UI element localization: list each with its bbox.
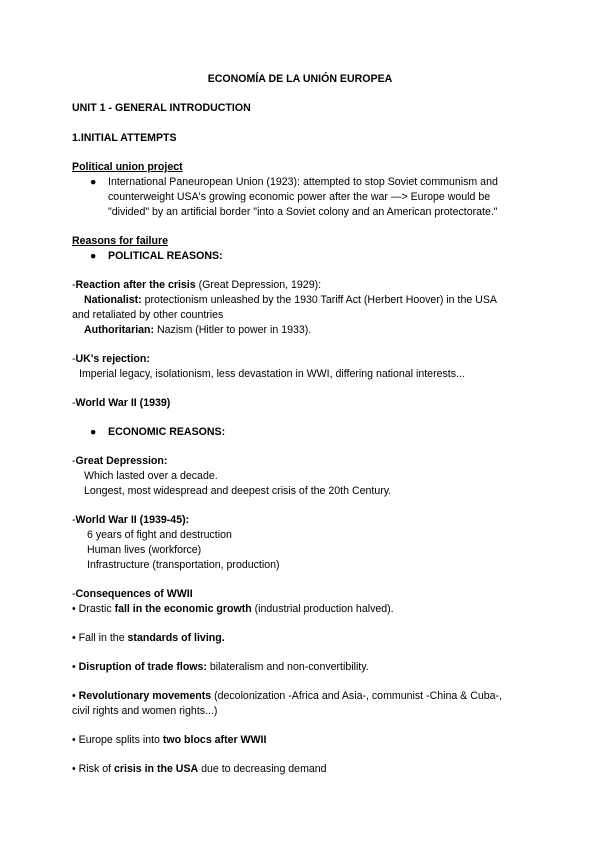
dash: -	[72, 455, 76, 467]
consequence-3-prefix: •	[72, 661, 79, 673]
political-reasons-heading: POLITICAL REASONS:	[108, 250, 223, 262]
dash: -	[72, 514, 76, 526]
unit-heading: UNIT 1 - GENERAL INTRODUCTION	[72, 102, 251, 114]
consequence-1	[72, 602, 394, 617]
consequence-4-prefix: •	[72, 690, 79, 702]
consequences-line	[72, 587, 193, 602]
consequence-3-suffix: bilateralism and non-convertibility.	[206, 661, 369, 673]
depression-label: Great Depression:	[75, 455, 168, 467]
authoritarian-line	[84, 323, 311, 338]
crisis-line	[72, 278, 321, 293]
bullet-marker: ●	[90, 426, 97, 438]
consequence-6-suffix: due to decreasing demand	[198, 763, 327, 775]
ww2-political-label: World War II (1939)	[75, 397, 171, 409]
dash: -	[72, 588, 76, 600]
consequence-4	[72, 689, 502, 704]
uk-line	[72, 352, 150, 367]
consequence-2-bold: standards of living.	[127, 632, 225, 644]
consequence-6-bold: crisis in the USA	[113, 763, 199, 775]
document-title: ECONOMÍA DE LA UNIÓN EUROPEA	[207, 73, 393, 85]
consequence-1-suffix: (industrial production halved).	[251, 603, 394, 615]
consequence-4-continuation: civil rights and women rights...)	[72, 705, 218, 717]
consequence-5-prefix: • Europe splits into	[72, 734, 163, 746]
consequence-2-prefix: • Fall in the	[72, 632, 128, 644]
consequence-1-prefix: • Drastic	[72, 603, 115, 615]
authoritarian-label: Authoritarian:	[84, 324, 155, 336]
crisis-text: (Great Depression, 1929):	[195, 279, 322, 291]
authoritarian-text: Nazism (Hitler to power in 1933).	[154, 324, 312, 336]
consequence-2	[72, 631, 225, 646]
ww2-economic-line-3: Infrastructure (transportation, production)	[87, 559, 280, 571]
dash: -	[72, 279, 76, 291]
dash: -	[72, 353, 76, 365]
economic-reasons-heading: ECONOMIC REASONS:	[108, 426, 226, 438]
consequence-5-bold: two blocs after WWII	[162, 734, 267, 746]
consequence-3	[72, 660, 369, 675]
ww2-political-line	[72, 396, 170, 411]
nationalist-continuation: and retaliated by other countries	[72, 309, 224, 321]
ww2-economic-label: World War II (1939-45):	[75, 514, 190, 526]
consequence-4-suffix: (decolonization -Africa and Asia-, communist -China & Cuba-,	[211, 690, 502, 702]
dash: -	[72, 397, 76, 409]
consequences-heading: Consequences of WWII	[75, 588, 193, 600]
paneuropean-line-2: counterweight USA's growing economic power after the war —> Europe would be	[108, 191, 491, 203]
political-union-heading: Political union project	[72, 161, 183, 173]
ww2-economic-line-2: Human lives (workforce)	[87, 544, 202, 556]
paneuropean-line-3: "divided" by an artificial border "into a Soviet colony and an American protectorate."	[108, 206, 498, 218]
ww2-economic-line-1: 6 years of fight and destruction	[87, 529, 232, 541]
depression-line-1: Which lasted over a decade.	[84, 470, 218, 482]
consequence-1-bold: fall in the economic growth	[114, 603, 252, 615]
nationalist-label: Nationalist:	[84, 294, 142, 306]
depression-line	[72, 454, 167, 469]
nationalist-text: protectionism unleashed by the 1930 Tariff Act (Herbert Hoover) in the USA	[141, 294, 497, 306]
paneuropean-line-1: International Paneuropean Union (1923): attempted to stop Soviet communism and	[108, 176, 498, 188]
consequence-5	[72, 733, 266, 748]
consequence-3-bold: Disruption of trade flows:	[78, 661, 207, 673]
consequence-6-prefix: • Risk of	[72, 763, 114, 775]
consequence-6	[72, 762, 327, 777]
section-heading: 1.INITIAL ATTEMPTS	[72, 132, 177, 144]
uk-label: UK's rejection:	[75, 353, 150, 365]
consequence-4-bold: Revolutionary movements	[78, 690, 212, 702]
depression-line-2: Longest, most widespread and deepest crisis of the 20th Century.	[84, 485, 392, 497]
ww2-economic-line	[72, 513, 189, 528]
crisis-label: Reaction after the crisis	[75, 279, 196, 291]
bullet-marker: ●	[90, 250, 97, 262]
nationalist-line	[84, 293, 497, 308]
reasons-failure-heading: Reasons for failure	[72, 235, 168, 247]
bullet-marker: ●	[90, 176, 97, 188]
uk-text: Imperial legacy, isolationism, less devastation in WWI, differing national interests...	[79, 368, 465, 380]
